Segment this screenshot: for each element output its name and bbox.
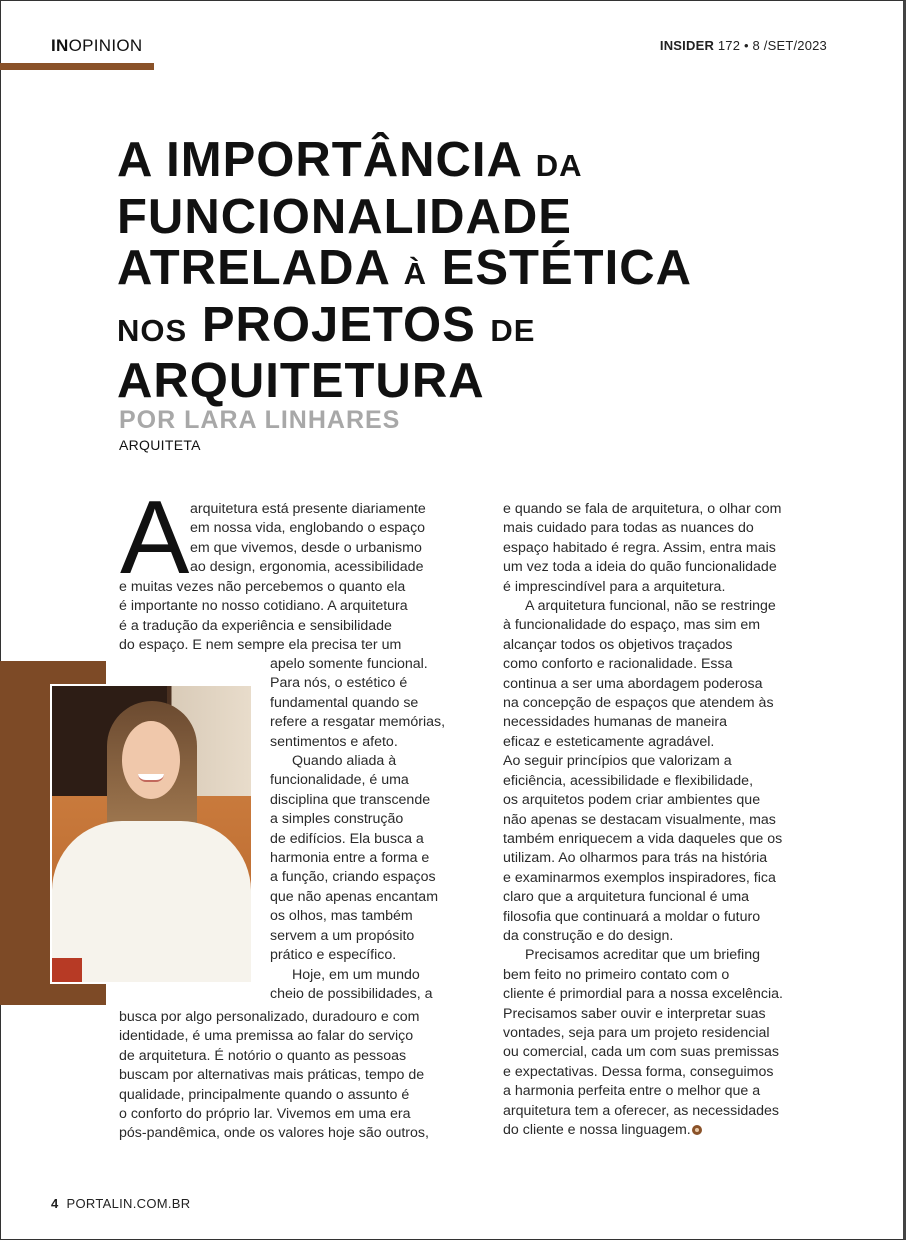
body-line: mais cuidado para todas as nuances do [503,520,754,537]
body-line: os arquitetos podem criar ambientes que [503,792,761,809]
body-line: é imprescindível para a arquitetura. [503,578,726,595]
section-label [51,36,143,56]
title-word: ESTÉTICA [441,241,692,295]
body-line: cliente é primordial para a nossa excelência. [503,986,783,1003]
body-line-text: do cliente e nossa linguagem. [503,1122,691,1138]
body-line: fundamental quando se [270,694,419,711]
body-line: alcançar todos os objetivos traçados [503,636,733,653]
author-byline: POR LARA LINHARES [119,406,401,434]
body-line: de arquitetura. É notório o quanto as pessoas [119,1047,407,1064]
body-line: ao design, ergonomia, acessibilidade [190,559,424,576]
title-word: PROJETOS [201,297,476,352]
body-line: e examinarmos exemplos inspiradores, fica [503,869,776,886]
title-word: FUNCIONALIDADE [117,189,572,244]
page-number: 4 [51,1196,59,1211]
section-accent-rule [0,63,154,70]
body-line: a função, criando espaços [270,869,436,886]
author-photo-frame [50,684,253,984]
body-line: como conforto e racionalidade. Essa [503,656,733,673]
body-line: na concepção de espaços que atendem às [503,695,774,712]
section-label-strong: IN [51,36,69,55]
drop-cap: A [120,480,190,596]
body-line: buscam por alternativas mais práticas, tempo de [119,1067,425,1084]
body-line: utilizam. Ao olharmos para trás na história [503,850,768,867]
body-line: eficaz e esteticamente agradável. [503,733,715,750]
body-line: continua a ser uma abordagem poderosa [503,675,763,692]
issue-date: 172 • 8 /SET/2023 [717,38,827,53]
body-line: e muitas vezes não percebemos o quanto ela [119,579,406,595]
body-line: sentimentos e afeto. [270,733,398,750]
body-line: funcionalidade, é uma [270,772,409,789]
body-line: filosofia que continuará a moldar o futuro [503,908,761,925]
title-word-small: À [403,256,428,291]
footer-site-link[interactable]: PORTALIN.COM.BR [66,1196,191,1211]
body-text-right [503,500,783,1140]
body-line: busca por algo personalizado, duradouro e com [119,1009,420,1025]
body-line: bem feito no primeiro contato com o [503,966,730,983]
body-line: também enriquecem a vida daqueles que os [503,830,783,847]
body-line: apelo somente funcional. [270,656,428,672]
section-label-light: OPINION [68,36,143,55]
body-line: espaço habitado é regra. Assim, entra mais [503,539,776,556]
body-text-left-full [119,578,408,656]
body-line: Quando aliada à [292,753,397,770]
author-role: ARQUITETA [119,437,201,453]
body-line: arquitetura tem a oferecer, as necessidades [503,1102,780,1119]
body-line: A arquitetura funcional, não se restringe [525,598,776,615]
title-word-small: NOS [117,312,188,348]
body-line: identidade, é uma premissa ao falar do serviço [119,1028,414,1045]
body-line: os olhos, mas também [270,908,413,925]
body-line: o conforto do próprio lar. Vivemos em uma era [119,1106,411,1123]
title-word-small: DE [490,312,536,348]
body-line: Hoje, em um mundo [292,966,420,983]
body-line: é a tradução da experiência e sensibilidade [119,617,392,634]
issue-info [660,38,827,53]
body-line: ou comercial, cada um com suas premissas [503,1044,779,1061]
body-line: eficiência, acessibilidade e flexibilidade, [503,772,754,789]
body-line: a harmonia perfeita entre o melhor que a [503,1083,761,1100]
body-line: de edifícios. Ela busca a [270,830,424,847]
body-line: da construção e do design. [503,927,674,944]
title-word: A IMPORTÂNCIA [117,133,522,187]
body-line: qualidade, principalmente quando o assunto é [119,1086,410,1103]
title-word: ATRELADA [117,241,390,295]
body-line: prático e específico. [270,947,397,964]
body-line: harmonia entre a forma e [270,850,430,867]
body-line-last [503,1121,783,1140]
body-line: e quando se fala de arquitetura, o olhar com [503,501,782,517]
body-line: cheio de possibilidades, a [270,985,433,1002]
title-word: ARQUITETURA [117,354,485,408]
body-line: necessidades humanas de maneira [503,714,727,731]
body-line: em que vivemos, desde o urbanismo [190,539,422,556]
body-line: servem a um propósito [270,927,415,944]
article-title [117,135,757,408]
body-line: pós-pandêmica, onde os valores hoje são outros, [119,1125,429,1142]
body-line: Para nós, o estético é [270,675,408,692]
body-line: Precisamos acreditar que um briefing [525,947,760,964]
body-line: do espaço. E nem sempre ela precisa ter um [119,637,402,654]
body-text-left-bottom [119,1008,429,1144]
body-line: Precisamos saber ouvir e interpretar suas [503,1005,766,1022]
body-line: é importante no nosso cotidiano. A arquitetura [119,598,408,615]
author-photo [52,686,251,982]
body-line: Ao seguir princípios que valorizam a [503,753,732,770]
body-line: a simples construção [270,811,404,828]
page-footer [51,1196,190,1211]
body-text-left-narrow [270,655,445,1004]
body-line: arquitetura está presente diariamente [190,501,426,517]
body-line: e expectativas. Dessa forma, conseguimos [503,1063,774,1080]
body-line: não apenas se destacam visualmente, mas [503,811,776,828]
body-line: um vez toda a ideia do quão funcionalidade [503,559,777,576]
publication-name: INSIDER [659,38,715,53]
body-line: à funcionalidade do espaço, mas sim em [503,617,761,634]
title-word-small: DA [535,148,583,183]
end-of-article-icon [692,1125,702,1135]
body-line: claro que a arquitetura funcional é uma [503,889,750,906]
body-line: disciplina que transcende [270,791,431,808]
body-line: que não apenas encantam [270,888,439,905]
body-line: refere a resgatar memórias, [270,714,446,731]
body-line: vontades, seja para um projeto residencial [503,1024,770,1041]
body-text-dropcap-lines [190,500,426,578]
body-line: em nossa vida, englobando o espaço [190,520,426,537]
